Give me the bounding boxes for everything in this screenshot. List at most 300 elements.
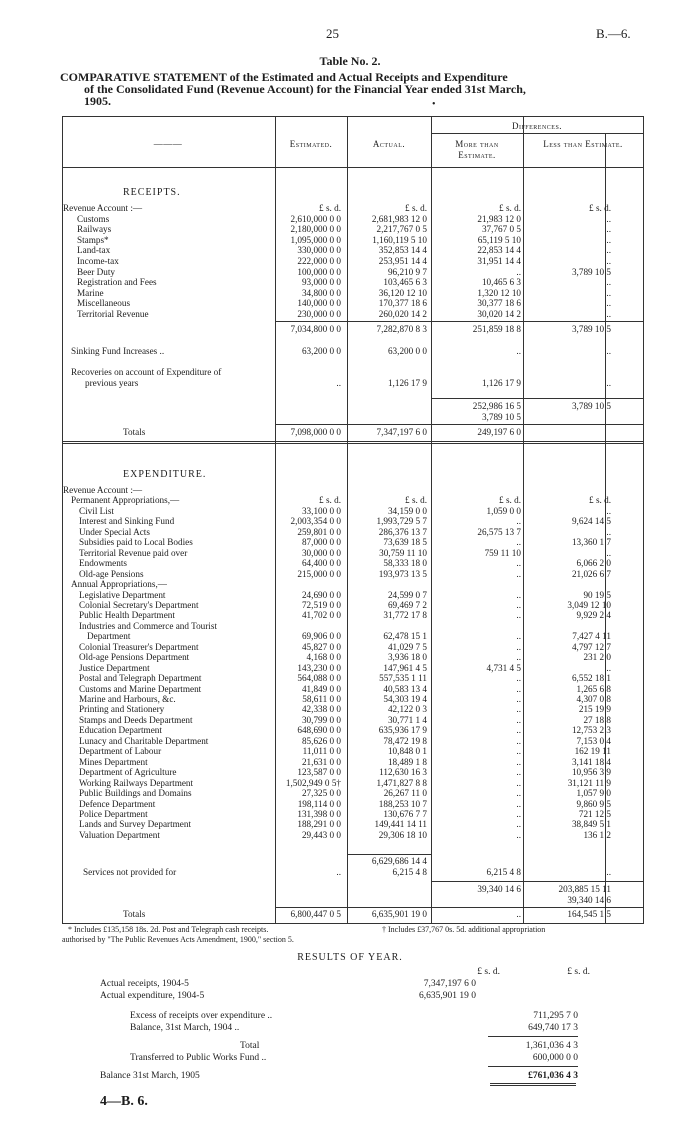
expenditure-estimated: 41,702 0 0 <box>301 610 341 621</box>
receipts-actual: 36,120 12 10 <box>378 287 427 298</box>
expenditure-less: 7,427 4 11 <box>572 631 611 642</box>
expenditure-label: Colonial Secretary's Department <box>79 599 199 610</box>
results-label: Total <box>240 1041 260 1051</box>
expenditure-actual: 18,489 1 8 <box>387 756 427 767</box>
receipts-estimated: 2,180,000 0 0 <box>290 224 341 235</box>
expenditure-row <box>63 600 643 611</box>
expenditure-less: 90 19 5 <box>583 589 611 600</box>
expenditure-actual: 31,772 17 8 <box>383 610 427 621</box>
exp-totals-row <box>63 909 643 920</box>
expenditure-actual: 58,333 18 0 <box>383 558 427 569</box>
expenditure-actual: 188,253 10 7 <box>378 798 427 809</box>
less-column-head: Less than Estimate. <box>543 139 623 149</box>
expenditure-row <box>63 778 643 789</box>
results-double-rule <box>490 1085 576 1086</box>
expenditure-row <box>63 819 643 830</box>
expenditure-row <box>63 495 643 506</box>
expenditure-estimated: 215,000 0 0 <box>297 568 341 579</box>
recoveries-row-1 <box>63 367 643 378</box>
expenditure-more: .. <box>516 537 521 548</box>
receipts-less: .. <box>606 213 611 224</box>
expenditure-row <box>63 652 643 663</box>
expenditure-label: Civil List <box>79 505 114 516</box>
receipts-row <box>63 203 643 214</box>
expenditure-actual: 557,535 1 11 <box>379 673 427 684</box>
expenditure-label: Defence Department <box>79 798 156 809</box>
receipts-diff-row-1 <box>63 401 643 412</box>
receipts-actual: 1,160,119 5 10 <box>372 234 427 245</box>
expenditure-less: 3,141 18 4 <box>571 756 611 767</box>
results-row <box>0 1022 700 1034</box>
recoveries-actual: 1,126 17 9 <box>387 378 427 388</box>
expenditure-row <box>63 537 643 548</box>
expenditure-less: 31,121 11 9 <box>567 777 611 788</box>
bottom-reference: 4—B. 6. <box>100 1094 148 1109</box>
expenditure-row <box>63 830 643 841</box>
receipts-row <box>63 235 643 246</box>
expenditure-less: 6,066 2 0 <box>576 558 611 569</box>
exp-diff-more: 39,340 14 6 <box>477 884 521 894</box>
exp-diff-less-2: 39,340 14 6 <box>567 895 611 905</box>
expenditure-actual: 1,993,729 5 7 <box>376 516 427 527</box>
footnote-1: * Includes £135,158 18s. 2d. Post and Telegraph cash receipts. <box>68 925 269 934</box>
expenditure-estimated: 30,000 0 0 <box>301 547 341 558</box>
expenditure-row <box>63 673 643 684</box>
receipts-actual: 96,210 9 7 <box>387 266 427 277</box>
expenditure-more: .. <box>516 725 521 736</box>
expenditure-less: 6,552 18 1 <box>571 673 611 684</box>
receipts-more: .. <box>516 266 521 277</box>
expenditure-row <box>63 663 643 674</box>
exp-diff-row-1 <box>63 884 643 895</box>
expenditure-estimated: 188,291 0 0 <box>297 819 341 830</box>
table-number: Table No. 2. <box>319 54 381 68</box>
receipts-estimated: 34,800 0 0 <box>301 287 341 298</box>
receipts-more: 37,767 0 5 <box>481 224 521 235</box>
expenditure-more: .. <box>516 683 521 694</box>
services-not-provided-estimated: .. <box>336 867 341 877</box>
results-title: RESULTS OF YEAR. <box>297 952 403 963</box>
expenditure-more: .. <box>516 516 521 527</box>
expenditure-estimated: 33,100 0 0 <box>301 505 341 516</box>
receipts-actual: 253,951 14 4 <box>378 256 427 266</box>
expenditure-more: .. <box>516 829 521 840</box>
estimated-column-head: Estimated. <box>289 139 333 149</box>
expenditure-less: .. <box>606 662 611 673</box>
services-not-provided-label: Services not provided for <box>83 867 177 877</box>
receipts-less: .. <box>606 277 611 288</box>
expenditure-label: Customs and Marine Department <box>79 683 202 694</box>
expenditure-estimated: 72,519 0 0 <box>301 599 341 610</box>
expenditure-label: Revenue Account :— <box>63 485 143 495</box>
exp-totals-actual: 6,635,901 19 0 <box>371 909 427 919</box>
expenditure-estimated: 27,325 0 0 <box>301 788 341 799</box>
exp-totals-estimated: 6,800,447 0 5 <box>290 909 341 919</box>
expenditure-label: Public Health Department <box>79 610 175 621</box>
receipts-estimated: 230,000 0 0 <box>297 309 341 319</box>
expenditure-estimated: 1,502,949 0 5† <box>285 777 341 788</box>
expenditure-actual: 130,676 7 7 <box>383 808 427 819</box>
expenditure-more: .. <box>516 610 521 621</box>
expenditure-more: .. <box>516 641 521 652</box>
expenditure-label: Printing and Stationery <box>79 704 165 715</box>
expenditure-estimated: £ s. d. <box>319 495 341 506</box>
expenditure-row <box>63 610 643 621</box>
expenditure-less: .. <box>606 526 611 537</box>
expenditure-label: Industries and Commerce and Tourist <box>79 620 217 631</box>
receipts-label: Territorial Revenue <box>77 309 149 319</box>
receipts-more: £ s. d. <box>499 203 521 213</box>
page-number: 25 <box>326 26 339 41</box>
expenditure-estimated: 58,611 0 0 <box>302 694 341 704</box>
expenditure-estimated: 123,587 0 0 <box>297 767 341 778</box>
expenditure-label: Interest and Sinking Fund <box>79 516 175 527</box>
receipts-subtotal-row <box>63 324 643 335</box>
results-row <box>0 1070 700 1082</box>
receipts-label: Marine <box>77 287 104 298</box>
expenditure-estimated: 143,230 0 0 <box>297 662 341 673</box>
expenditure-row <box>63 767 643 778</box>
receipts-totals-label: Totals <box>123 427 146 437</box>
expenditure-estimated: 259,801 0 0 <box>297 526 341 537</box>
expenditure-actual: 54,303 19 4 <box>383 694 427 704</box>
receipts-less: .. <box>606 298 611 309</box>
expenditure-row <box>63 631 643 642</box>
results-value-2: 711,295 7 0 <box>533 1011 578 1021</box>
expenditure-heading: EXPENDITURE. <box>123 469 207 480</box>
expenditure-row <box>63 746 643 757</box>
receipts-more: 65,119 5 10 <box>477 234 521 245</box>
expenditure-actual: £ s. d. <box>405 495 427 506</box>
expenditure-more: .. <box>516 777 521 788</box>
expenditure-more: .. <box>516 767 521 778</box>
receipts-subtotal-estimated: 7,034,800 0 0 <box>290 324 341 334</box>
expenditure-less: 3,049 12 10 <box>567 599 611 610</box>
expenditure-actual: 10,848 0 1 <box>387 746 427 757</box>
expenditure-row <box>63 684 643 695</box>
results-value-1: 6,635,901 19 0 <box>419 991 476 1001</box>
results-row <box>0 990 700 1002</box>
receipts-less: .. <box>606 224 611 235</box>
recoveries-estimated: .. <box>336 378 341 388</box>
sinking-fund-less: .. <box>606 346 611 356</box>
expenditure-actual: 30,771 1 4 <box>387 714 427 725</box>
stray-dot: • <box>432 99 436 110</box>
expenditure-estimated: 64,400 0 0 <box>301 558 341 569</box>
expenditure-row <box>63 569 643 580</box>
expenditure-less: 721 12 5 <box>578 808 611 819</box>
expenditure-actual: 26,267 11 0 <box>383 788 427 799</box>
expenditure-less: 9,860 9 5 <box>576 798 611 809</box>
receipts-label: Beer Duty <box>77 266 116 277</box>
expenditure-more: .. <box>516 808 521 819</box>
expenditure-label: Annual Appropriations,— <box>71 579 167 590</box>
receipts-less: .. <box>606 245 611 256</box>
document-reference: B.—6. <box>596 26 631 41</box>
expenditure-label: Marine and Harbours, &c. <box>79 694 176 704</box>
expenditure-actual: 29,306 18 10 <box>378 829 427 840</box>
expenditure-row <box>63 516 643 527</box>
expenditure-row <box>63 809 643 820</box>
results-label: Balance, 31st March, 1904 .. <box>130 1023 240 1033</box>
receipts-estimated: 93,000 0 0 <box>301 277 341 288</box>
receipts-estimated: 1,095,000 0 0 <box>290 234 341 245</box>
expenditure-less: 162 19 11 <box>574 746 611 757</box>
results-rule <box>488 1036 578 1037</box>
receipts-actual: 352,853 14 4 <box>378 245 427 256</box>
expenditure-estimated: 648,690 0 0 <box>297 725 341 736</box>
sinking-fund-row <box>63 346 643 357</box>
expenditure-more: 26,575 13 7 <box>477 526 521 537</box>
results-row <box>0 1010 700 1022</box>
expenditure-less: 12,753 2 3 <box>571 725 611 736</box>
expenditure-less: 4,797 12 7 <box>571 641 611 652</box>
exp-totals-less: 164,545 1 5 <box>567 909 611 919</box>
expenditure-less: 9,624 14 5 <box>571 516 611 527</box>
expenditure-row <box>63 788 643 799</box>
totals-rule <box>275 424 643 425</box>
expenditure-less: .. <box>606 505 611 516</box>
exp-subtotal-actual: 6,629,686 14 4 <box>371 856 427 866</box>
expenditure-row <box>63 642 643 653</box>
receipts-heading: RECEIPTS. <box>123 187 181 198</box>
expenditure-label: Justice Department <box>79 662 150 673</box>
results-label: Balance 31st March, 1905 <box>100 1071 200 1081</box>
receipts-more: 31,951 14 4 <box>477 256 521 266</box>
receipts-more: 30,020 14 2 <box>477 309 521 319</box>
receipts-subtotal-less: 3,789 10 5 <box>571 324 611 334</box>
comparison-table <box>62 116 644 924</box>
receipts-row <box>63 214 643 225</box>
expenditure-actual: 1,471,827 8 8 <box>376 777 427 788</box>
receipts-label: Income-tax <box>77 256 119 266</box>
expenditure-label: Department of Labour <box>79 746 162 757</box>
expenditure-label: Stamps and Deeds Department <box>79 714 193 725</box>
expenditure-estimated: 198,114 0 0 <box>297 798 341 809</box>
expenditure-estimated: 11,011 0 0 <box>302 746 341 757</box>
expenditure-actual: 112,630 16 3 <box>379 767 427 778</box>
expenditure-label: Department <box>87 631 131 642</box>
expenditure-row <box>63 558 643 569</box>
expenditure-actual: 42,122 0 3 <box>387 704 427 715</box>
receipts-subtotal-actual: 7,282,870 8 3 <box>376 324 427 334</box>
results-row <box>0 1040 700 1052</box>
expenditure-estimated: 87,000 0 0 <box>301 537 341 548</box>
receipts-estimated: 140,000 0 0 <box>297 298 341 309</box>
receipts-diff-more-1: 252,986 16 5 <box>472 401 521 411</box>
expenditure-less: 13,360 1 7 <box>571 537 611 548</box>
results-double-rule <box>490 1083 576 1084</box>
expenditure-actual: 41,029 7 5 <box>387 641 427 652</box>
exp-subtotal-row <box>63 856 643 867</box>
expenditure-less: 1,265 6 8 <box>576 683 611 694</box>
exp-diff-less-1: 203,885 15 11 <box>558 884 611 894</box>
expenditure-less: 38,849 5 1 <box>571 819 611 830</box>
expenditure-actual: 40,583 13 4 <box>383 683 427 694</box>
receipts-more: 1,320 12 10 <box>477 287 521 298</box>
expenditure-more: £ s. d. <box>499 495 521 506</box>
receipts-label: Railways <box>77 224 112 235</box>
receipts-actual: £ s. d. <box>405 203 427 213</box>
expenditure-estimated: 21,631 0 0 <box>301 756 341 767</box>
receipts-label: Revenue Account :— <box>63 203 143 213</box>
exp-totals-more: .. <box>516 909 521 919</box>
expenditure-label: Lands and Survey Department <box>79 819 192 830</box>
expenditure-estimated: 2,003,354 0 0 <box>290 516 341 527</box>
services-not-provided-more: 6,215 4 8 <box>486 867 521 877</box>
results-value-1: 7,347,197 6 0 <box>423 979 476 989</box>
receipts-totals-estimated: 7,098,000 0 0 <box>290 427 341 437</box>
receipts-totals-actual: 7,347,197 6 0 <box>376 427 427 437</box>
expenditure-less: £ s. d. <box>589 495 611 506</box>
expenditure-label: Under Special Acts <box>79 526 150 537</box>
receipts-diff-row-2 <box>63 412 643 423</box>
expenditure-estimated: 24,690 0 0 <box>301 589 341 600</box>
expenditure-less: 21,026 6 7 <box>571 568 611 579</box>
section-rule <box>63 443 643 444</box>
receipts-row <box>63 298 643 309</box>
receipts-row <box>63 224 643 235</box>
expenditure-label: Public Buildings and Domains <box>79 788 192 799</box>
title-line-3: 1905. <box>84 94 111 108</box>
expenditure-actual: 30,759 11 10 <box>379 547 427 558</box>
receipts-label: Land-tax <box>77 245 111 256</box>
recoveries-row-2 <box>63 378 643 389</box>
services-not-provided-row <box>63 867 643 878</box>
expenditure-actual: 193,973 13 5 <box>378 568 427 579</box>
receipts-label: Customs <box>77 213 110 224</box>
expenditure-label: Education Department <box>79 725 162 736</box>
expenditure-label: Legislative Department <box>79 589 166 600</box>
results-label: Actual receipts, 1904-5 <box>100 979 189 989</box>
receipts-more: 21,983 12 0 <box>477 213 521 224</box>
expenditure-label: Colonial Treasurer's Department <box>79 641 199 652</box>
receipts-estimated: 222,000 0 0 <box>297 256 341 266</box>
expenditure-more: .. <box>516 589 521 600</box>
differences-rule <box>431 133 643 134</box>
expenditure-more: .. <box>516 673 521 684</box>
receipts-actual: 260,020 14 2 <box>378 309 427 319</box>
receipts-actual: 2,217,767 0 5 <box>376 224 427 235</box>
subtotal-rule <box>275 321 643 322</box>
expenditure-less: 1,057 9 0 <box>576 788 611 799</box>
expenditure-label: Working Railways Department <box>79 777 194 788</box>
expenditure-more: 759 11 10 <box>484 547 521 558</box>
recoveries-less: .. <box>606 378 611 388</box>
services-not-provided-less: .. <box>606 867 611 877</box>
expenditure-less: 7,153 0 4 <box>576 735 611 746</box>
expenditure-label: Old-age Pensions Department <box>79 652 190 663</box>
results-head-row <box>100 966 700 978</box>
receipts-more: 30,377 18 6 <box>477 298 521 309</box>
sinking-fund-actual: 63,200 0 0 <box>387 346 427 356</box>
sinking-fund-more: .. <box>516 346 521 356</box>
expenditure-row <box>63 799 643 810</box>
expenditure-row <box>63 485 643 496</box>
title-line-2: of the Consolidated Fund (Revenue Account) for the Financial Year ended 31st March, <box>84 82 526 96</box>
section-rule <box>63 441 643 442</box>
results-value-2: £761,036 4 3 <box>528 1071 578 1081</box>
expenditure-less: 4,307 0 8 <box>576 694 611 704</box>
results-row <box>0 1052 700 1064</box>
receipts-estimated: 330,000 0 0 <box>297 245 341 256</box>
expenditure-row <box>63 590 643 601</box>
receipts-row <box>63 245 643 256</box>
expenditure-estimated: 45,827 0 0 <box>301 641 341 652</box>
expenditure-more: .. <box>516 756 521 767</box>
expenditure-label: Department of Agriculture <box>79 767 177 778</box>
results-label: Transferred to Public Works Fund .. <box>130 1053 267 1063</box>
exp-diff-row-2 <box>63 895 643 906</box>
expenditure-label: Endowments <box>79 558 127 569</box>
results-value-2: 600,000 0 0 <box>532 1053 578 1063</box>
actual-column-head: Actual. <box>372 139 406 149</box>
expenditure-less: 10,956 3 9 <box>571 767 611 778</box>
expenditure-actual: 3,936 18 0 <box>387 652 427 663</box>
expenditure-row <box>63 736 643 747</box>
receipts-less: £ s. d. <box>589 203 611 213</box>
expenditure-estimated: 69,906 0 0 <box>301 631 341 642</box>
services-not-provided-actual: 6,215 4 8 <box>392 867 427 877</box>
differences-column-head: Differences. <box>511 121 563 131</box>
receipts-row <box>63 256 643 267</box>
receipts-actual: 170,377 18 6 <box>378 298 427 309</box>
expenditure-more: .. <box>516 599 521 610</box>
expenditure-actual: 69,469 7 2 <box>387 599 427 610</box>
receipts-less: .. <box>606 234 611 245</box>
expenditure-more: .. <box>516 704 521 715</box>
footnote-3: authorised by "The Public Revenues Acts Amendment, 1900," section 5. <box>62 935 294 944</box>
receipts-less: 3,789 10 5 <box>571 266 611 277</box>
results-head-1: £ s. d. <box>477 967 500 977</box>
expenditure-actual: 149,441 14 11 <box>374 819 427 830</box>
expenditure-more: .. <box>516 652 521 663</box>
receipts-estimated: 100,000 0 0 <box>297 266 341 277</box>
expenditure-row <box>63 704 643 715</box>
expenditure-row <box>63 621 643 632</box>
expenditure-estimated: 85,626 0 0 <box>301 735 341 746</box>
blank-column-head: ——— <box>153 139 183 149</box>
expenditure-label: Lunacy and Charitable Department <box>79 735 209 746</box>
exp-diff-rule <box>431 881 643 882</box>
receipts-totals-more: 249,197 6 0 <box>477 427 521 437</box>
receipts-diff-less: 3,789 10 5 <box>571 401 611 411</box>
expenditure-label: Old-age Pensions <box>79 568 144 579</box>
expenditure-row <box>63 527 643 538</box>
results-rule <box>488 1066 578 1067</box>
expenditure-more: 4,731 4 5 <box>486 662 521 673</box>
expenditure-more: 1,059 0 0 <box>486 505 521 516</box>
expenditure-row <box>63 548 643 559</box>
expenditure-estimated: 131,398 0 0 <box>297 808 341 819</box>
expenditure-actual: 286,376 13 7 <box>378 526 427 537</box>
expenditure-estimated: 564,088 0 0 <box>297 673 341 684</box>
expenditure-label: Mines Department <box>79 756 148 767</box>
expenditure-label: Permanent Appropriations,— <box>71 495 180 506</box>
receipts-row <box>63 267 643 278</box>
exp-totals-label: Totals <box>123 909 146 919</box>
receipts-totals-row <box>63 427 643 438</box>
receipts-label: Miscellaneous <box>77 298 131 309</box>
header-rule <box>63 167 643 168</box>
expenditure-less: 231 2 0 <box>583 652 611 663</box>
receipts-less: .. <box>606 287 611 298</box>
expenditure-actual: 24,599 0 7 <box>387 589 427 600</box>
expenditure-less: 9,929 2 4 <box>576 610 611 621</box>
expenditure-more: .. <box>516 558 521 569</box>
results-value-2: 649,740 17 3 <box>528 1023 578 1033</box>
expenditure-actual: 635,936 17 9 <box>378 725 427 736</box>
